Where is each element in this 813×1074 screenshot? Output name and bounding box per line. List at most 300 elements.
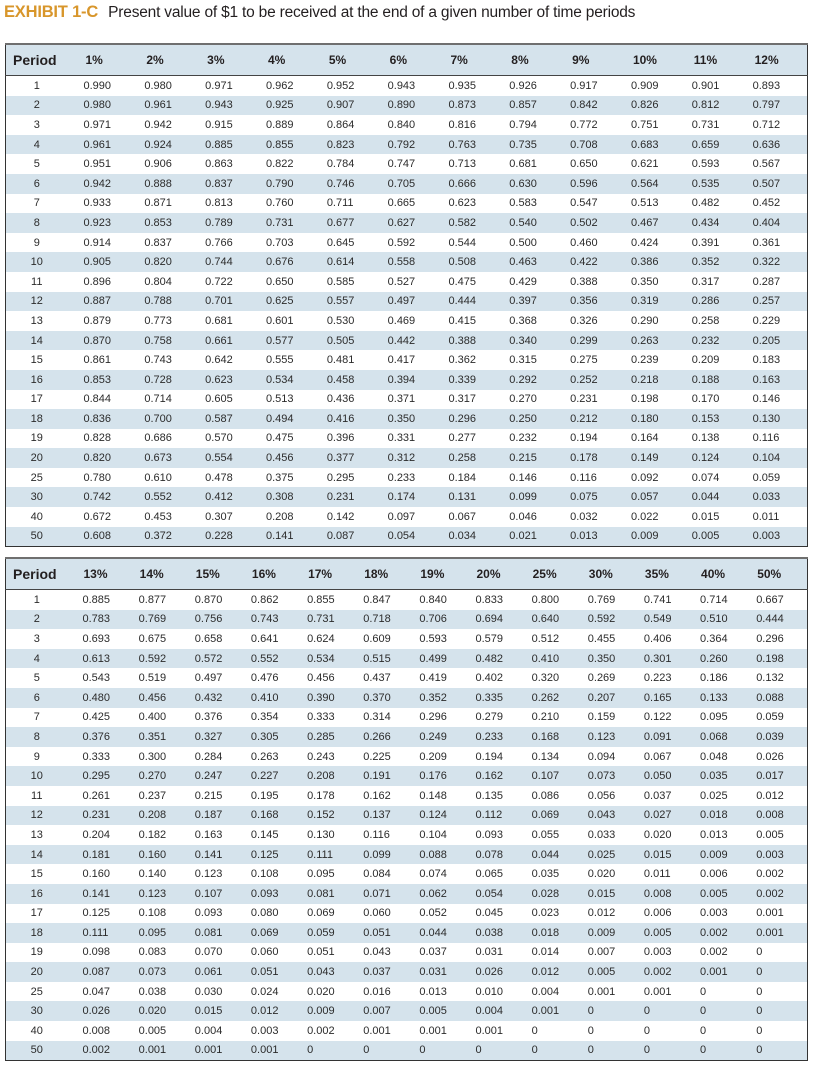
pv-factor-cell: 0.035	[700, 770, 728, 783]
pv-factor-cell: 0.116	[752, 432, 780, 445]
pv-factor-cell: 0.012	[250, 1005, 279, 1018]
pv-factor-cell: 0.263	[630, 334, 659, 347]
rate-header: 14%	[134, 558, 190, 590]
pv-factor-cell: 0.879	[83, 314, 112, 327]
pv-factor-cell: 0.424	[630, 236, 659, 249]
pv-factor-cell: 0.208	[265, 510, 294, 523]
pv-factor-cell: 0.444	[448, 295, 476, 308]
period-cell: 2	[33, 99, 40, 112]
pv-factor-cell: 0.275	[570, 354, 598, 367]
pv-factor-cell: 0.980	[83, 99, 112, 112]
pv-factor-cell: 0.056	[587, 789, 616, 802]
pv-factor-cell: 0.108	[250, 868, 279, 881]
pv-factor-cell: 0.728	[144, 373, 172, 386]
pv-factor-cell: 0.396	[326, 432, 355, 445]
pv-factor-cell: 0.855	[307, 593, 335, 606]
pv-factor-cell: 0.844	[83, 393, 112, 406]
pv-factor-cell: 0.013	[700, 828, 728, 841]
pv-factor-cell: 0.287	[752, 275, 781, 288]
pv-factor-cell: 0.943	[387, 79, 416, 92]
pv-factor-cell: 0.095	[700, 711, 728, 724]
pv-factor-cell: 0.184	[448, 471, 476, 484]
pv-factor-cell: 0.033	[752, 491, 781, 504]
table-row	[6, 943, 808, 963]
table-row	[6, 845, 808, 865]
pv-factor-cell: 0.372	[144, 530, 172, 543]
period-cell: 8	[33, 730, 40, 743]
pv-factor-cell: 0.577	[265, 334, 294, 347]
pv-factor-cell: 0.003	[752, 530, 781, 543]
pv-factor-cell: 0.071	[363, 887, 391, 900]
pv-factor-cell: 0.743	[250, 613, 279, 626]
pv-factor-cell: 0.104	[419, 828, 447, 841]
pv-factor-cell: 0.540	[509, 216, 537, 229]
pv-factor-cell: 0.863	[205, 158, 233, 171]
pv-factor-cell: 0.069	[307, 907, 335, 920]
pv-factor-cell: 0.001	[194, 1044, 223, 1057]
pv-factor-cell: 0.153	[691, 412, 720, 425]
pv-factor-cell: 0.924	[144, 138, 172, 151]
pv-factor-cell: 0.361	[752, 236, 781, 249]
pv-factor-cell: 0.159	[587, 711, 616, 724]
period-cell: 40	[30, 510, 43, 523]
rate-header: 35%	[639, 558, 695, 590]
pv-factor-cell: 0.675	[138, 632, 167, 645]
pv-factor-cell: 0.277	[448, 432, 476, 445]
pv-factor-cell: 0.017	[756, 770, 784, 783]
pv-factor-cell: 0.233	[387, 471, 416, 484]
pv-factor-cell: 0.125	[82, 907, 111, 920]
pv-factor-cell: 0.002	[700, 926, 728, 939]
period-cell: 5	[33, 672, 40, 685]
pv-factor-cell: 0.527	[387, 275, 416, 288]
pv-factor-cell: 0.645	[326, 236, 355, 249]
pv-factor-cell: 0.020	[307, 985, 335, 998]
pv-factor-cell: 0.005	[138, 1024, 167, 1037]
pv-factor-cell: 0.386	[630, 256, 659, 269]
rate-header: 5%	[321, 44, 382, 76]
pv-factor-cell: 0.425	[82, 711, 111, 724]
pv-factor-cell: 0	[756, 946, 763, 959]
pv-factor-cell: 0.480	[82, 691, 111, 704]
pv-factor-cell: 0.593	[691, 158, 720, 171]
pv-factor-cell: 0.232	[509, 432, 537, 445]
pv-factor-cell: 0.020	[643, 828, 672, 841]
pv-factor-cell: 0.004	[475, 1005, 504, 1018]
pv-factor-cell: 0.901	[691, 79, 720, 92]
pv-factor-cell: 0.469	[387, 314, 416, 327]
pv-factor-cell: 0.315	[509, 354, 537, 367]
pv-factor-cell: 0.990	[83, 79, 112, 92]
pv-factor-cell: 0.227	[250, 770, 279, 783]
pv-factor-cell: 0.141	[194, 848, 223, 861]
pv-factor-cell: 0.592	[587, 613, 616, 626]
pv-factor-cell: 0	[700, 1005, 707, 1018]
pv-factor-cell: 0.093	[475, 828, 504, 841]
period-cell: 3	[33, 632, 40, 645]
pv-factor-cell: 0.481	[326, 354, 355, 367]
pv-factor-cell: 0	[756, 1005, 763, 1018]
period-cell: 11	[31, 789, 43, 802]
pv-factor-cell: 0.026	[756, 750, 784, 763]
pv-factor-cell: 0.057	[630, 491, 659, 504]
pv-factor-cell: 0.020	[138, 1005, 167, 1018]
pv-factor-cell: 0.031	[419, 966, 447, 979]
pv-factor-cell: 0.320	[531, 672, 560, 685]
pv-factor-cell: 0.243	[307, 750, 335, 763]
pv-factor-cell: 0.317	[691, 275, 720, 288]
table-row	[6, 668, 808, 688]
pv-factor-cell: 0.015	[587, 887, 616, 900]
pv-factor-cell: 0.141	[265, 530, 294, 543]
pv-factor-cell: 0.015	[691, 510, 720, 523]
pv-factor-cell: 0.087	[326, 530, 355, 543]
pv-factor-cell: 0.943	[205, 99, 233, 112]
pv-factor-cell: 0.376	[194, 711, 223, 724]
table-row	[6, 904, 808, 924]
rate-header: 17%	[302, 558, 358, 590]
period-cell: 6	[33, 691, 40, 704]
pv-factor-cell: 0.871	[144, 197, 172, 210]
pv-factor-cell: 0.093	[250, 887, 279, 900]
pv-factor-cell: 0.319	[630, 295, 659, 308]
pv-factor-cell: 0.718	[363, 613, 391, 626]
pv-factor-cell: 0.889	[265, 118, 294, 131]
pv-factor-cell: 0.683	[630, 138, 659, 151]
pv-factor-cell: 0.164	[630, 432, 659, 445]
period-cell: 40	[30, 1024, 43, 1037]
table-row	[6, 213, 808, 233]
pv-factor-cell: 0.364	[700, 632, 728, 645]
pv-factor-cell: 0.300	[138, 750, 167, 763]
pv-factor-cell: 0.700	[144, 412, 172, 425]
pv-factor-cell: 0.260	[700, 652, 728, 665]
pv-factor-cell: 0.123	[138, 887, 167, 900]
pv-factor-cell: 0.840	[387, 118, 416, 131]
table-row	[6, 311, 808, 331]
pv-factor-cell: 0.142	[326, 510, 355, 523]
pv-factor-cell: 0.182	[138, 828, 167, 841]
pv-factor-cell: 0.475	[265, 432, 294, 445]
table-row	[6, 468, 808, 488]
pv-factor-cell: 0.305	[250, 730, 279, 743]
pv-factor-cell: 0.746	[326, 177, 355, 190]
pv-factor-cell: 0.797	[752, 99, 781, 112]
pv-factor-cell: 0.081	[307, 887, 335, 900]
table-2-header	[6, 558, 808, 590]
pv-factor-cell: 0.722	[205, 275, 233, 288]
pv-factor-cell: 0.623	[448, 197, 476, 210]
pv-factor-cell: 0.800	[531, 593, 560, 606]
pv-factor-cell: 0.209	[419, 750, 447, 763]
period-cell: 4	[33, 652, 40, 665]
pv-factor-cell: 0.497	[194, 672, 223, 685]
rate-header: 8%	[503, 44, 564, 76]
pv-factor-cell: 0.215	[194, 789, 223, 802]
pv-factor-cell: 0.024	[250, 985, 279, 998]
pv-factor-cell: 0.641	[250, 632, 279, 645]
pv-factor-cell: 0.237	[138, 789, 167, 802]
period-cell: 8	[33, 216, 40, 229]
pv-factor-cell: 0.080	[250, 907, 279, 920]
table-2-body	[6, 590, 808, 1061]
pv-factor-cell: 0.714	[700, 593, 728, 606]
pv-factor-cell: 0.239	[630, 354, 659, 367]
pv-factor-cell: 0.035	[531, 868, 560, 881]
pv-factor-cell: 0.812	[691, 99, 720, 112]
pv-factor-cell: 0.005	[691, 530, 720, 543]
pv-factor-cell: 0.951	[83, 158, 112, 171]
pv-factor-cell: 0.188	[691, 373, 720, 386]
period-cell: 12	[30, 809, 43, 822]
pv-factor-cell: 0.412	[205, 491, 233, 504]
pv-factor-cell: 0.352	[691, 256, 720, 269]
pv-factor-cell: 0.163	[194, 828, 223, 841]
pv-factor-cell: 0.001	[363, 1024, 391, 1037]
pv-factor-cell: 0.088	[419, 848, 447, 861]
pv-factor-cell: 0.009	[700, 848, 728, 861]
pv-factor-cell: 0.146	[752, 393, 781, 406]
pv-factor-cell: 0.116	[570, 471, 597, 484]
pv-factor-cell: 0.054	[475, 887, 504, 900]
table-row	[6, 154, 808, 174]
pv-factor-cell: 0.001	[700, 966, 728, 979]
pv-factor-cell: 0.016	[363, 985, 391, 998]
table-row	[6, 747, 808, 767]
pv-factor-cell: 0.915	[205, 118, 233, 131]
rate-header: 2%	[138, 44, 199, 76]
pv-factor-cell: 0	[307, 1044, 314, 1057]
pv-factor-cell: 0.961	[83, 138, 112, 151]
pv-factor-cell: 0.011	[643, 868, 671, 881]
pv-factor-cell: 0.510	[700, 613, 728, 626]
pv-factor-cell: 0.116	[363, 828, 390, 841]
pv-factor-cell: 0.015	[643, 848, 672, 861]
pv-factor-cell: 0.769	[138, 613, 167, 626]
pv-factor-cell: 0.215	[509, 452, 537, 465]
table-1-header	[6, 44, 808, 76]
period-cell: 18	[30, 412, 43, 425]
pv-factor-cell: 0.415	[448, 314, 476, 327]
pv-factor-cell: 0.333	[82, 750, 111, 763]
pv-factor-cell: 0.011	[752, 510, 780, 523]
pv-factor-cell: 0.961	[144, 99, 172, 112]
period-cell: 2	[33, 613, 40, 626]
pv-factor-cell: 0.515	[363, 652, 391, 665]
pv-factor-cell: 0.198	[630, 393, 659, 406]
pv-factor-cell: 0.885	[82, 593, 111, 606]
pv-factor-cell: 0.530	[326, 314, 355, 327]
pv-factor-cell: 0.456	[265, 452, 294, 465]
pv-factor-cell: 0.003	[250, 1024, 279, 1037]
pv-factor-cell: 0	[475, 1044, 482, 1057]
pv-factor-cell: 0.694	[475, 613, 504, 626]
pv-factor-cell: 0.582	[448, 216, 476, 229]
period-cell: 1	[33, 593, 40, 606]
pv-factor-cell: 0.442	[387, 334, 416, 347]
pv-factor-cell: 0.054	[387, 530, 416, 543]
table-row	[6, 507, 808, 527]
header-row	[6, 44, 808, 76]
pv-factor-cell: 0.564	[630, 177, 659, 190]
pv-factor-cell: 0.627	[387, 216, 416, 229]
pv-factor-cell: 0.585	[326, 275, 355, 288]
pv-factor-cell: 0.455	[587, 632, 616, 645]
pv-factor-cell: 0.672	[83, 510, 112, 523]
pv-factor-cell: 0.160	[82, 868, 111, 881]
pv-factor-cell: 0.037	[643, 789, 672, 802]
pv-factor-cell: 0.023	[531, 907, 560, 920]
pv-factor-cell: 0.270	[138, 770, 167, 783]
pv-factor-cell: 0.463	[509, 256, 537, 269]
pv-factor-cell: 0.907	[326, 99, 355, 112]
pv-factor-cell: 0.417	[387, 354, 416, 367]
pv-factor-cell: 0.614	[326, 256, 355, 269]
table-row	[6, 629, 808, 649]
pv-factor-cell: 0.026	[82, 1005, 111, 1018]
pv-factor-cell: 0.002	[82, 1044, 111, 1057]
pv-factor-cell: 0.437	[363, 672, 391, 685]
pv-factor-cell: 0.003	[700, 907, 728, 920]
pv-factor-cell: 0.065	[475, 868, 504, 881]
pv-factor-cell: 0.069	[531, 809, 560, 822]
rate-header: 12%	[747, 44, 808, 76]
pv-factor-cell: 0.046	[509, 510, 537, 523]
pv-factor-cell: 0.416	[326, 412, 355, 425]
pv-factor-cell: 0	[531, 1044, 538, 1057]
table-row	[6, 1041, 808, 1061]
pv-factor-cell: 0.317	[448, 393, 476, 406]
pv-factor-cell: 0.307	[205, 510, 233, 523]
pv-factor-cell: 0.760	[265, 197, 294, 210]
table-row	[6, 409, 808, 429]
pv-factor-cell: 0.971	[83, 118, 112, 131]
pv-factor-cell: 0.322	[752, 256, 781, 269]
pv-factor-cell: 0.747	[387, 158, 416, 171]
pv-factor-cell: 0.031	[475, 946, 504, 959]
table-1-body	[6, 76, 808, 547]
pv-factor-cell: 0.971	[205, 79, 233, 92]
pv-factor-cell: 0.502	[570, 216, 598, 229]
pv-factor-cell: 0.250	[509, 412, 537, 425]
table-row	[6, 233, 808, 253]
pv-factor-cell: 0.549	[643, 613, 672, 626]
pv-factor-cell: 0.001	[250, 1044, 279, 1057]
rate-header: 16%	[246, 558, 302, 590]
pv-factor-cell: 0.095	[138, 926, 167, 939]
pv-factor-cell: 0.534	[265, 373, 294, 386]
pv-factor-cell: 0	[363, 1044, 370, 1057]
pv-factor-cell: 0.074	[419, 868, 447, 881]
pv-factor-cell: 0.015	[194, 1005, 223, 1018]
table-row	[6, 370, 808, 390]
pv-factor-cell: 0.009	[307, 1005, 335, 1018]
pv-factor-cell: 0.006	[643, 907, 672, 920]
pv-factor-cell: 0.873	[448, 99, 476, 112]
table-row	[6, 962, 808, 982]
pv-factor-cell: 0.914	[83, 236, 112, 249]
pv-factor-cell: 0.583	[509, 197, 537, 210]
exhibit-label: EXHIBIT 1-C	[4, 3, 99, 21]
pv-factor-cell: 0.163	[752, 373, 781, 386]
pv-factor-cell: 0	[643, 1005, 651, 1018]
pv-factor-cell: 0.296	[448, 412, 476, 425]
pv-factor-cell: 0	[700, 985, 707, 998]
pv-factor-cell: 0.870	[83, 334, 112, 347]
pv-factor-cell: 0.456	[138, 691, 167, 704]
pv-factor-cell: 0.005	[756, 828, 784, 841]
pv-factor-cell: 0.708	[570, 138, 598, 151]
pv-factor-cell: 0.258	[448, 452, 476, 465]
pv-factor-cell: 0.075	[570, 491, 598, 504]
pv-factor-cell: 0.020	[587, 868, 616, 881]
pv-factor-cell: 0.331	[387, 432, 416, 445]
pv-factor-cell: 0.822	[265, 158, 294, 171]
exhibit-description: Present value of $1 to be received at the end of a given number of time periods	[108, 4, 636, 21]
pv-factor-cell: 0.513	[630, 197, 659, 210]
pv-factor-cell: 0.044	[419, 926, 447, 939]
pv-factor-cell: 0.857	[509, 99, 537, 112]
pv-factor-cell: 0.059	[752, 471, 781, 484]
pv-factor-cell: 0.756	[194, 613, 223, 626]
pv-factor-cell: 0.003	[756, 848, 784, 861]
pv-factor-cell: 0.233	[475, 730, 504, 743]
pv-factor-cell: 0.301	[643, 652, 672, 665]
pv-factor-cell: 0.296	[419, 711, 447, 724]
pv-factor-cell: 0.208	[138, 809, 167, 822]
pv-factor-cell: 0.004	[194, 1024, 223, 1037]
period-cell: 15	[30, 868, 43, 881]
pv-factor-cell: 0.554	[205, 452, 233, 465]
rate-header: 50%	[751, 558, 807, 590]
period-cell: 20	[30, 966, 43, 979]
pv-factor-cell: 0.621	[630, 158, 659, 171]
pv-factor-cell: 0.507	[752, 177, 781, 190]
pv-factor-cell: 0.009	[587, 926, 616, 939]
pv-factor-cell: 0.731	[691, 118, 720, 131]
pv-factor-cell: 0.789	[205, 216, 233, 229]
pv-factor-cell: 0.572	[194, 652, 223, 665]
pv-factor-cell: 0.712	[752, 118, 781, 131]
pv-factor-cell: 0.001	[756, 907, 784, 920]
pv-factor-cell: 0.410	[531, 652, 560, 665]
pv-factor-cell: 0.026	[475, 966, 504, 979]
pv-factor-cell: 0.295	[82, 770, 111, 783]
pv-factor-cell: 0.909	[630, 79, 659, 92]
pv-factor-cell: 0.038	[475, 926, 504, 939]
pv-factor-cell: 0.397	[509, 295, 537, 308]
period-cell: 19	[30, 432, 43, 445]
table-row	[6, 272, 808, 292]
pv-factor-cell: 0.124	[419, 809, 447, 822]
pv-factor-cell: 0.650	[265, 275, 294, 288]
pv-factor-cell: 0.375	[265, 471, 294, 484]
pv-factor-cell: 0.052	[419, 907, 447, 920]
pv-factor-cell: 0.178	[307, 789, 335, 802]
pv-factor-cell: 0.208	[307, 770, 335, 783]
pv-factor-cell: 0	[643, 1044, 651, 1057]
pv-factor-cell: 0.942	[83, 177, 112, 190]
period-cell: 25	[30, 471, 43, 484]
pv-factor-cell: 0.630	[509, 177, 537, 190]
pv-factor-cell: 0.122	[643, 711, 672, 724]
pv-factor-cell: 0.744	[205, 256, 233, 269]
pv-factor-cell: 0.494	[265, 412, 294, 425]
pv-factor-cell: 0.676	[265, 256, 294, 269]
pv-factor-cell: 0.247	[194, 770, 223, 783]
pv-factor-cell: 0.108	[138, 907, 167, 920]
pv-factor-cell: 0.610	[144, 471, 172, 484]
